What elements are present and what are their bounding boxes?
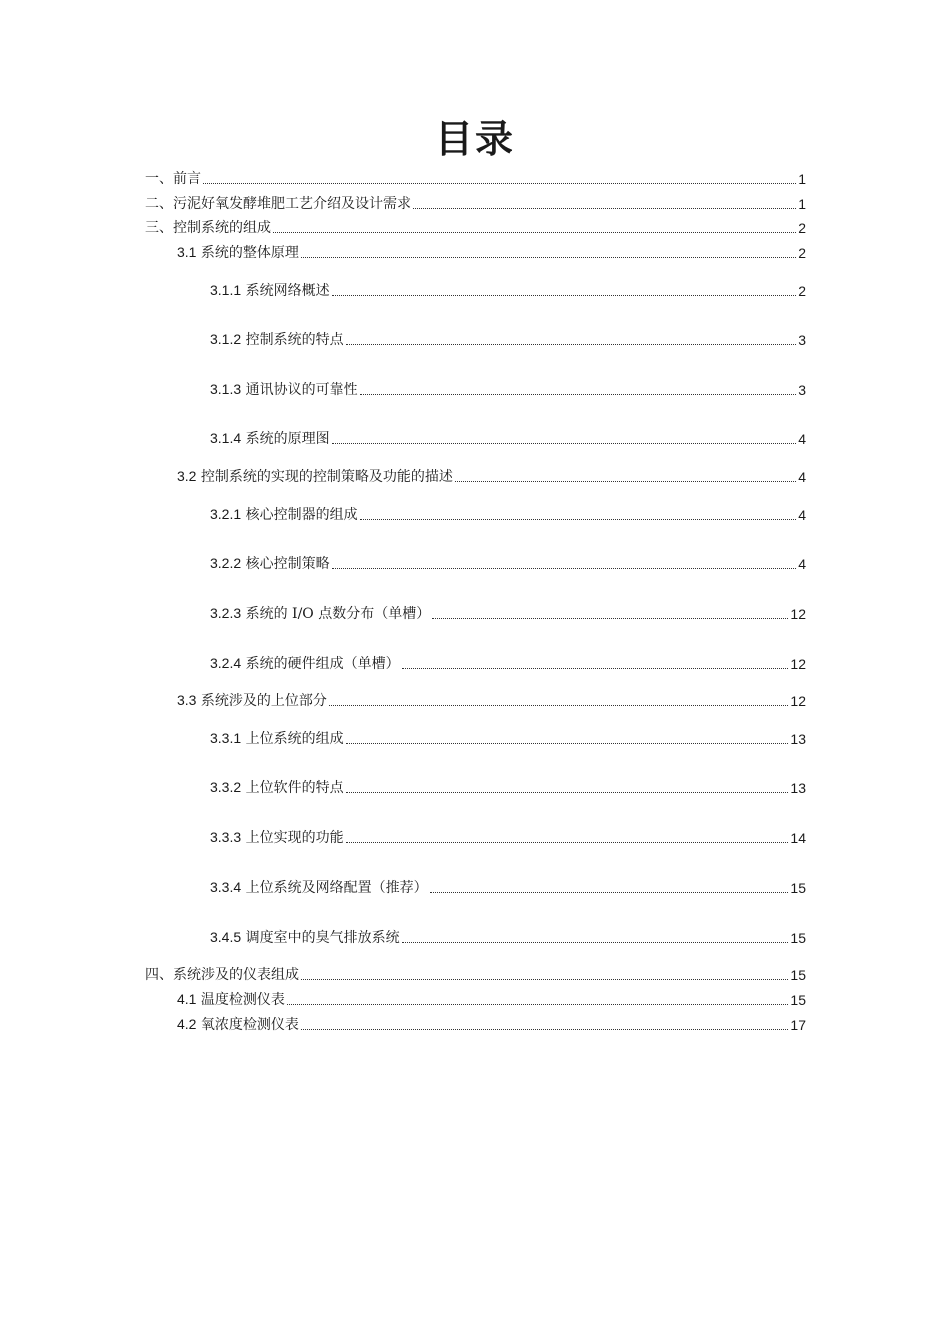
toc-entry-text: 系统的整体原理: [200, 245, 299, 261]
toc-dot-leader: [430, 892, 789, 893]
toc-entry-text: 氧浓度检测仪表: [200, 1017, 299, 1033]
toc-page-number: 12: [790, 606, 806, 622]
toc-dot-leader: [413, 208, 796, 209]
toc-entry[interactable]: [210, 279, 806, 301]
toc-page-number: 4: [798, 556, 806, 572]
toc-entry-number: 3.2.1: [210, 506, 242, 522]
toc-entry[interactable]: [145, 167, 806, 189]
toc-entry[interactable]: [145, 963, 806, 985]
toc-page-number: 4: [798, 431, 806, 447]
toc-entry-label: [210, 728, 344, 749]
toc-entry-label: [210, 428, 330, 449]
toc-entry[interactable]: [210, 552, 806, 574]
toc-entry-number: 3.2.2: [210, 555, 242, 571]
toc-entry[interactable]: [210, 652, 806, 674]
toc-entry-label: [210, 553, 330, 574]
toc-page-number: 17: [790, 1017, 806, 1033]
toc-entry-label: [145, 169, 201, 189]
toc-title: 目录: [434, 117, 515, 161]
toc-entry-text: 上位实现的功能: [245, 830, 344, 846]
toc-entry-number: 3.1.2: [210, 331, 242, 347]
toc-dot-leader: [273, 232, 796, 233]
toc-page-number: 12: [790, 656, 806, 672]
toc-entry-text: 温度检测仪表: [200, 992, 285, 1008]
toc-page-number: 15: [790, 930, 806, 946]
toc-entry-label: [145, 965, 299, 985]
toc-entry-label: [210, 504, 358, 525]
toc-page-number: 12: [790, 693, 806, 709]
toc-page-number: 15: [790, 992, 806, 1008]
toc-entry[interactable]: [210, 876, 806, 898]
toc-dot-leader: [301, 1029, 789, 1030]
toc-entry[interactable]: [210, 727, 806, 749]
toc-entry-number: 3.4.5: [210, 929, 242, 945]
toc-entry-label: [210, 653, 400, 674]
toc-entry-label: [177, 242, 299, 263]
toc-entry-number: 3.2.3: [210, 605, 242, 621]
toc-entry[interactable]: [177, 465, 806, 487]
toc-entry-text: 核心控制器的组成: [245, 507, 358, 523]
toc-dot-leader: [402, 942, 789, 943]
toc-entry[interactable]: [177, 1013, 806, 1035]
toc-dot-leader: [432, 618, 788, 619]
toc-entry-label: [177, 690, 327, 711]
toc-dot-leader: [301, 979, 788, 980]
toc-entry-number: 3.3.2: [210, 779, 242, 795]
toc-entry[interactable]: [210, 602, 806, 624]
toc-entry-label: [210, 329, 344, 350]
toc-entry[interactable]: [177, 988, 806, 1010]
toc-page-number: 15: [790, 880, 806, 896]
toc-entry-text: 二、污泥好氧发酵堆肥工艺介绍及设计需求: [145, 196, 411, 212]
toc-entry-text: 通讯协议的可靠性: [245, 382, 358, 398]
toc-entry-number: 3.1.4: [210, 430, 242, 446]
toc-entry-label: [210, 877, 428, 898]
toc-entry-text: 控制系统的特点: [245, 332, 344, 348]
toc-dot-leader: [346, 344, 797, 345]
toc-entry[interactable]: [145, 192, 806, 214]
toc-page-number: 2: [798, 283, 806, 299]
toc-entry-label: [177, 989, 285, 1010]
toc-dot-leader: [402, 668, 789, 669]
toc-page-number: 4: [798, 469, 806, 485]
toc-page-number: 1: [798, 171, 806, 187]
toc-dot-leader: [346, 792, 789, 793]
toc-entry-number: 4.2: [177, 1016, 197, 1032]
toc-dot-leader: [455, 481, 796, 482]
toc-entry[interactable]: [210, 378, 806, 400]
toc-page-number: 2: [798, 245, 806, 261]
toc-entry-text: 系统的原理图: [245, 431, 330, 447]
toc-entry-text: 系统的硬件组成（单槽）: [245, 656, 400, 672]
toc-entry-number: 3.2.4: [210, 655, 242, 671]
toc-entry[interactable]: [177, 689, 806, 711]
toc-dot-leader: [287, 1004, 789, 1005]
toc-page-number: 2: [798, 220, 806, 236]
toc-dot-leader: [329, 705, 789, 706]
toc-entry-label: [210, 777, 344, 798]
toc-entry-text: 一、前言: [145, 171, 201, 187]
toc-entry-text: 三、控制系统的组成: [145, 220, 271, 236]
toc-entry-text: 核心控制策略: [245, 556, 330, 572]
toc-entry-label: [145, 194, 411, 214]
toc-dot-leader: [346, 842, 789, 843]
toc-entry-text: 系统网络概述: [245, 283, 330, 299]
toc-entry-label: [210, 379, 358, 400]
toc-page-number: 4: [798, 507, 806, 523]
toc-entry-text: 系统的 I/O 点数分布（单槽）: [245, 606, 431, 622]
toc-entry-label: [177, 466, 453, 487]
toc-page-number: 3: [798, 332, 806, 348]
toc-page-number: 13: [790, 731, 806, 747]
toc-entry-text: 调度室中的臭气排放系统: [245, 930, 400, 946]
toc-dot-leader: [301, 257, 796, 258]
toc-entry-text: 上位系统及网络配置（推荐）: [245, 880, 428, 896]
toc-page-number: 1: [798, 196, 806, 212]
toc-dot-leader: [360, 519, 797, 520]
toc-entry-label: [210, 927, 400, 948]
toc-entry[interactable]: [210, 427, 806, 449]
toc-page-number: 13: [790, 780, 806, 796]
toc-entry[interactable]: [210, 826, 806, 848]
toc-dot-leader: [332, 295, 797, 296]
toc-entry-label: [210, 280, 330, 301]
toc-entry-number: 3.2: [177, 468, 197, 484]
toc-entry-label: [145, 218, 271, 238]
toc-entry-label: [210, 603, 430, 624]
toc-dot-leader: [346, 743, 789, 744]
toc-entry[interactable]: [210, 776, 806, 798]
toc-entry-text: 上位系统的组成: [245, 731, 344, 747]
toc-entry-text: 四、系统涉及的仪表组成: [145, 967, 299, 983]
toc-page-number: 3: [798, 382, 806, 398]
toc-entry-label: [210, 827, 344, 848]
toc-entry-number: 3.1.3: [210, 381, 242, 397]
toc-entry-number: 4.1: [177, 991, 197, 1007]
toc-dot-leader: [332, 568, 797, 569]
toc-entry[interactable]: [210, 503, 806, 525]
toc-entry-text: 系统涉及的上位部分: [200, 693, 327, 709]
toc-entry-label: [177, 1014, 299, 1035]
toc-dot-leader: [203, 183, 796, 184]
toc-entry-number: 3.3.1: [210, 730, 242, 746]
toc-entry-text: 控制系统的实现的控制策略及功能的描述: [200, 469, 453, 485]
toc-entry-number: 3.3: [177, 692, 197, 708]
toc-entry-number: 3.1.1: [210, 282, 242, 298]
toc-dot-leader: [332, 443, 797, 444]
toc-page-number: 15: [790, 967, 806, 983]
toc-entry-number: 3.3.3: [210, 829, 242, 845]
toc-entry-number: 3.3.4: [210, 879, 242, 895]
toc-entry-number: 3.1: [177, 244, 197, 260]
toc-page-number: 14: [790, 830, 806, 846]
toc-entry[interactable]: [177, 241, 806, 263]
toc-dot-leader: [360, 394, 797, 395]
toc-entry[interactable]: [210, 926, 806, 948]
toc-entry[interactable]: [210, 328, 806, 350]
toc-entry[interactable]: [145, 216, 806, 238]
toc-entry-text: 上位软件的特点: [245, 780, 344, 796]
